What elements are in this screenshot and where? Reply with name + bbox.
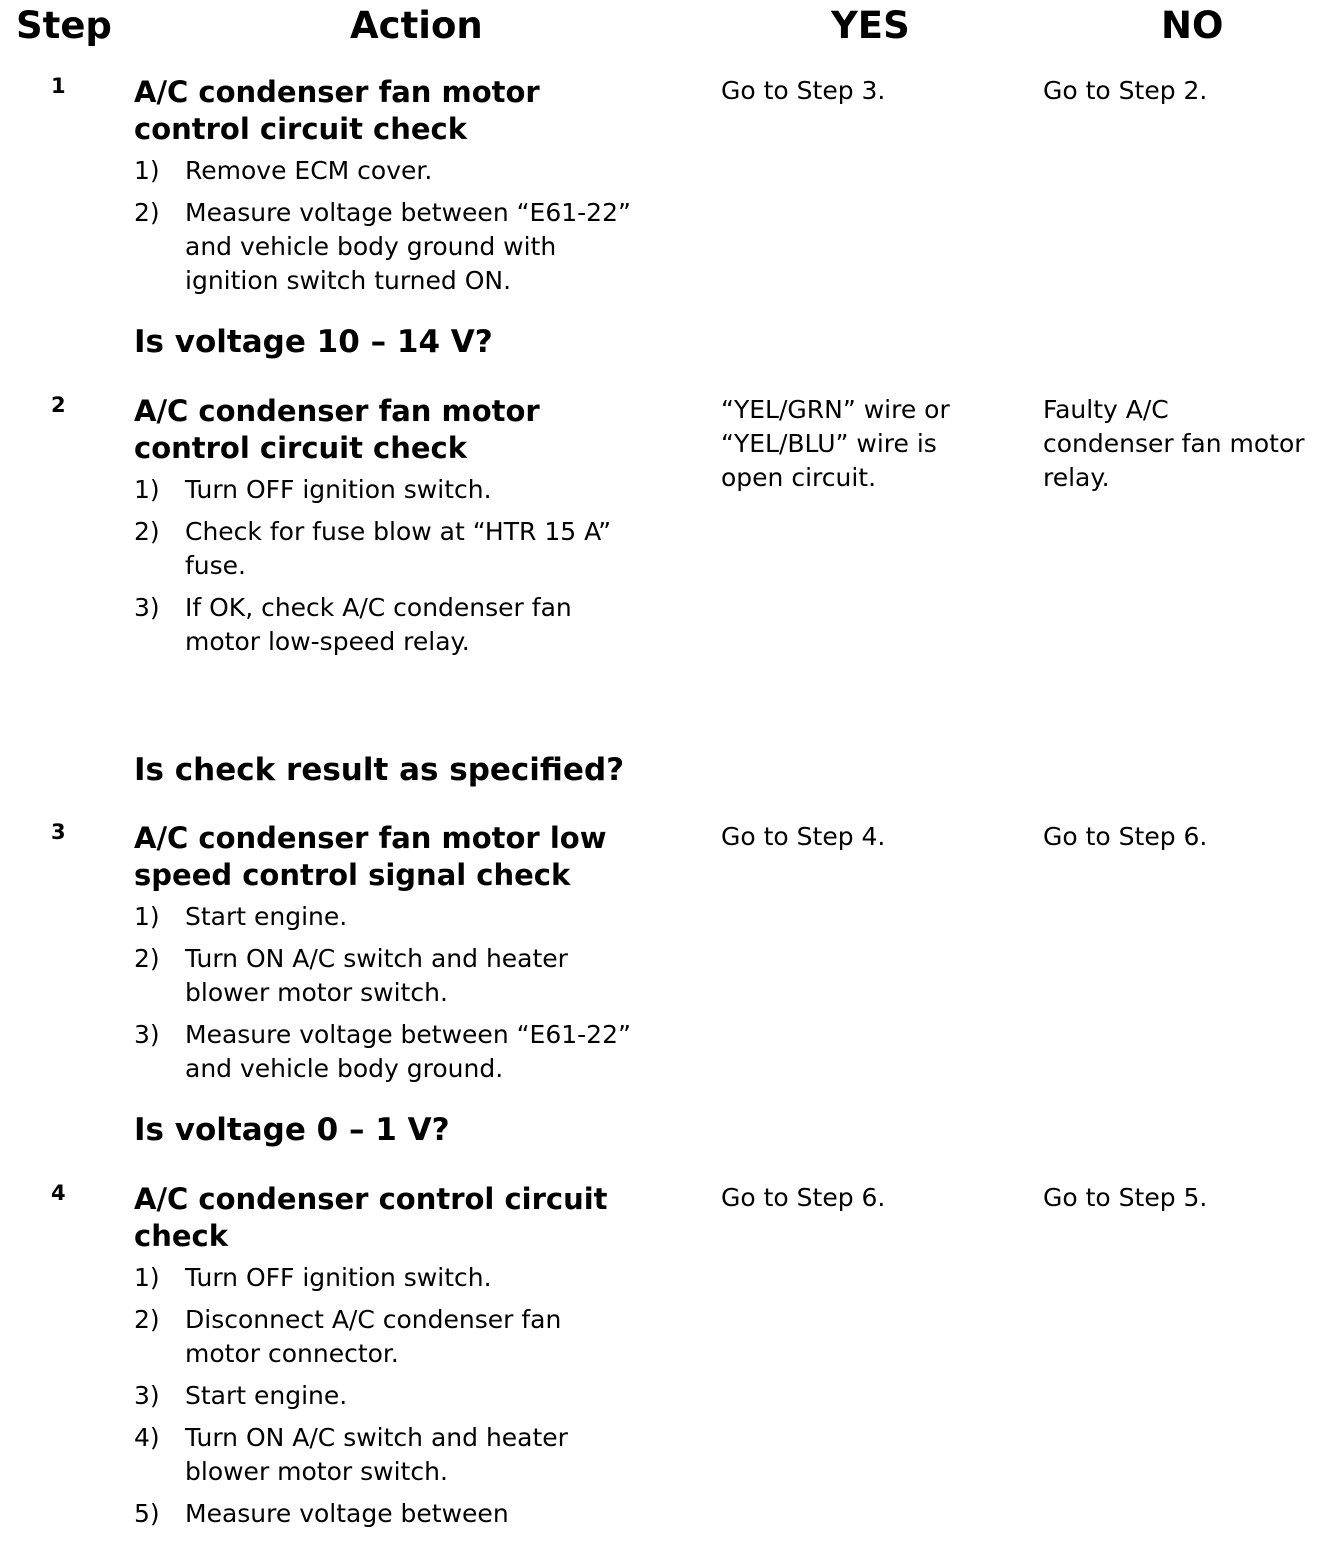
action-cell — [134, 820, 704, 1094]
substep — [134, 1379, 704, 1413]
yes-result: Go to Step 4. — [721, 822, 886, 851]
yes-result: Go to Step 3. — [721, 76, 886, 105]
action-cell — [134, 1181, 704, 1539]
substep-text: Measure voltage between “E61-22” and vehicle body ground. — [185, 1020, 631, 1083]
substep-number: 1) — [134, 475, 160, 504]
step-number: 2 — [51, 393, 66, 417]
substep-list — [134, 473, 704, 659]
substep — [134, 1261, 704, 1295]
substep-number: 2) — [134, 944, 160, 973]
step-number: 3 — [51, 820, 66, 844]
header-no: NO — [1161, 4, 1224, 47]
substep-text: Start engine. — [185, 902, 348, 931]
substep-number: 1) — [134, 156, 160, 185]
substep-text: Check for fuse blow at “HTR 15 A” fuse. — [185, 517, 612, 580]
no-result: Go to Step 2. — [1043, 76, 1208, 105]
substep-list — [134, 1261, 704, 1531]
step-3-question: Is voltage 0 – 1 V? — [134, 1112, 450, 1148]
step-title: A/C condenser control circuit check — [134, 1182, 608, 1253]
substep-text: Turn ON A/C switch and heater blower motor switch. — [185, 944, 568, 1007]
substep-text: Remove ECM cover. — [185, 156, 433, 185]
header-yes: YES — [831, 4, 910, 47]
substep — [134, 1303, 704, 1371]
substep — [134, 196, 704, 298]
substep — [134, 1018, 704, 1086]
substep-text: Start engine. — [185, 1381, 348, 1410]
substep-text: Turn ON A/C switch and heater blower motor switch. — [185, 1423, 568, 1486]
substep-number: 4) — [134, 1423, 160, 1452]
substep — [134, 900, 704, 934]
header-action: Action — [350, 4, 483, 47]
substep-number: 2) — [134, 1305, 160, 1334]
no-result: Go to Step 6. — [1043, 822, 1208, 851]
substep — [134, 591, 704, 659]
action-cell — [134, 74, 704, 306]
substep — [134, 154, 704, 188]
substep — [134, 473, 704, 507]
substep-text: If OK, check A/C condenser fan motor low-speed relay. — [185, 593, 572, 656]
substep-number: 3) — [134, 1381, 160, 1410]
substep — [134, 1421, 704, 1489]
header-step: Step — [16, 4, 112, 47]
yes-result: “YEL/GRN” wire or “YEL/BLU” wire is open circuit. — [721, 395, 950, 492]
step-number: 1 — [51, 74, 66, 98]
step-title: A/C condenser fan motor control circuit check — [134, 394, 540, 465]
no-result: Faulty A/C condenser fan motor relay. — [1043, 395, 1305, 492]
step-2-question: Is check result as specified? — [134, 752, 625, 788]
substep-text: Turn OFF ignition switch. — [185, 475, 492, 504]
substep-number: 1) — [134, 902, 160, 931]
substep-number: 2) — [134, 517, 160, 546]
substep — [134, 1497, 704, 1531]
yes-result: Go to Step 6. — [721, 1183, 886, 1212]
substep-text: Measure voltage between — [185, 1499, 509, 1528]
substep-text: Disconnect A/C condenser fan motor connector. — [185, 1305, 562, 1368]
substep-number: 2) — [134, 198, 160, 227]
substep-text: Turn OFF ignition switch. — [185, 1263, 492, 1292]
substep — [134, 515, 704, 583]
substep-list — [134, 900, 704, 1086]
substep-text: Measure voltage between “E61-22” and vehicle body ground with ignition switch turned ON. — [185, 198, 631, 295]
substep-number: 3) — [134, 593, 160, 622]
step-1-question: Is voltage 10 – 14 V? — [134, 324, 493, 360]
substep-number: 3) — [134, 1020, 160, 1049]
step-title: A/C condenser fan motor low speed control signal check — [134, 821, 607, 892]
substep-number: 1) — [134, 1263, 160, 1292]
substep-number: 5) — [134, 1499, 160, 1528]
substep — [134, 942, 704, 1010]
no-result: Go to Step 5. — [1043, 1183, 1208, 1212]
action-cell — [134, 393, 704, 667]
step-title: A/C condenser fan motor control circuit check — [134, 75, 540, 146]
substep-list — [134, 154, 704, 298]
step-number: 4 — [51, 1181, 66, 1205]
